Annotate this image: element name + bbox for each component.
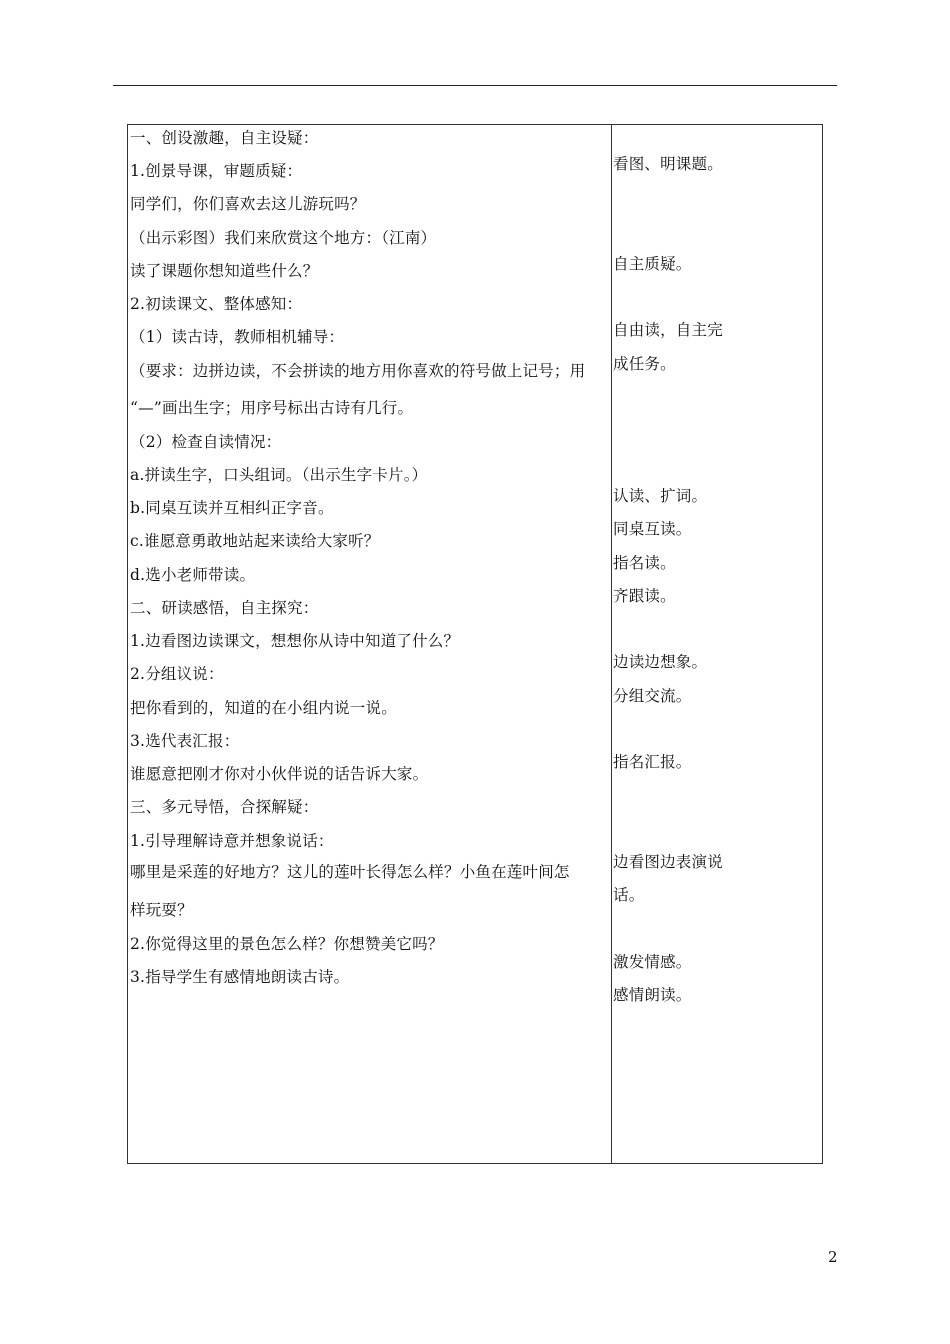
left-line: （1）读古诗，教师相机辅导： [130,328,345,346]
left-line: （出示彩图）我们来欣赏这个地方：（江南） [130,229,437,247]
right-line: 感情朗读。 [613,986,692,1004]
right-line: 边看图边表演说 [613,853,723,871]
right-line: 成任务。 [613,355,676,373]
right-line: 看图、明课题。 [613,155,723,173]
left-line: （要求：边拼边读，不会拼读的地方用你喜欢的符号做上记号；用 [130,362,586,380]
left-line: “—”画出生字；用序号标出古诗有几行。 [130,399,414,417]
left-line: 1.引导理解诗意并想象说话： [130,832,334,850]
left-line: 3.指导学生有感情地朗读古诗。 [130,968,350,986]
left-line: 二、研读感悟，自主探究： [130,599,319,617]
right-line: 认读、扩词。 [613,487,708,505]
left-line: a.拼读生字，口头组词。（出示生字卡片。） [130,466,428,484]
right-line: 边读边想象。 [613,653,708,671]
left-line: 哪里是采莲的好地方？这儿的莲叶长得怎么样？小鱼在莲叶间怎 [130,863,570,881]
left-line: （2）检查自读情况： [130,433,282,451]
left-line: 2.你觉得这里的景色怎么样？你想赞美它吗？ [130,935,444,953]
left-line: 三、多元导悟，合探解疑： [130,798,319,816]
right-line: 话。 [613,886,645,904]
left-line: 2.初读课文、整体感知： [130,295,303,313]
right-line: 自由读，自主完 [613,321,723,339]
right-line: 分组交流。 [613,687,692,705]
left-line: 1.边看图边读课文，想想你从诗中知道了什么？ [130,632,460,650]
left-line: 3.选代表汇报： [130,732,240,750]
left-line: c.谁愿意勇敢地站起来读给大家听？ [130,532,380,550]
page-number: 2 [828,1248,838,1266]
left-line: 1.创景导课，审题质疑： [130,162,303,180]
left-line: 把你看到的，知道的在小组内说一说。 [130,699,397,717]
left-line: d.选小老师带读。 [130,566,256,584]
right-line: 自主质疑。 [613,255,692,273]
right-line: 同桌互读。 [613,520,692,538]
left-line: 同学们，你们喜欢去这儿游玩吗？ [130,195,366,213]
right-line: 指名读。 [613,554,676,572]
column-divider [611,124,612,1164]
left-line: 样玩耍？ [130,901,193,919]
right-line: 指名汇报。 [613,753,692,771]
left-line: 谁愿意把刚才你对小伙伴说的话告诉大家。 [130,765,429,783]
left-line: 2.分组议说： [130,665,224,683]
left-line: 读了课题你想知道些什么？ [130,262,319,280]
left-line: b.同桌互读并互相纠正字音。 [130,499,334,517]
header-rule [113,85,837,86]
right-line: 齐跟读。 [613,587,676,605]
left-line: 一、创设激趣，自主设疑： [130,129,319,147]
right-line: 激发情感。 [613,953,692,971]
